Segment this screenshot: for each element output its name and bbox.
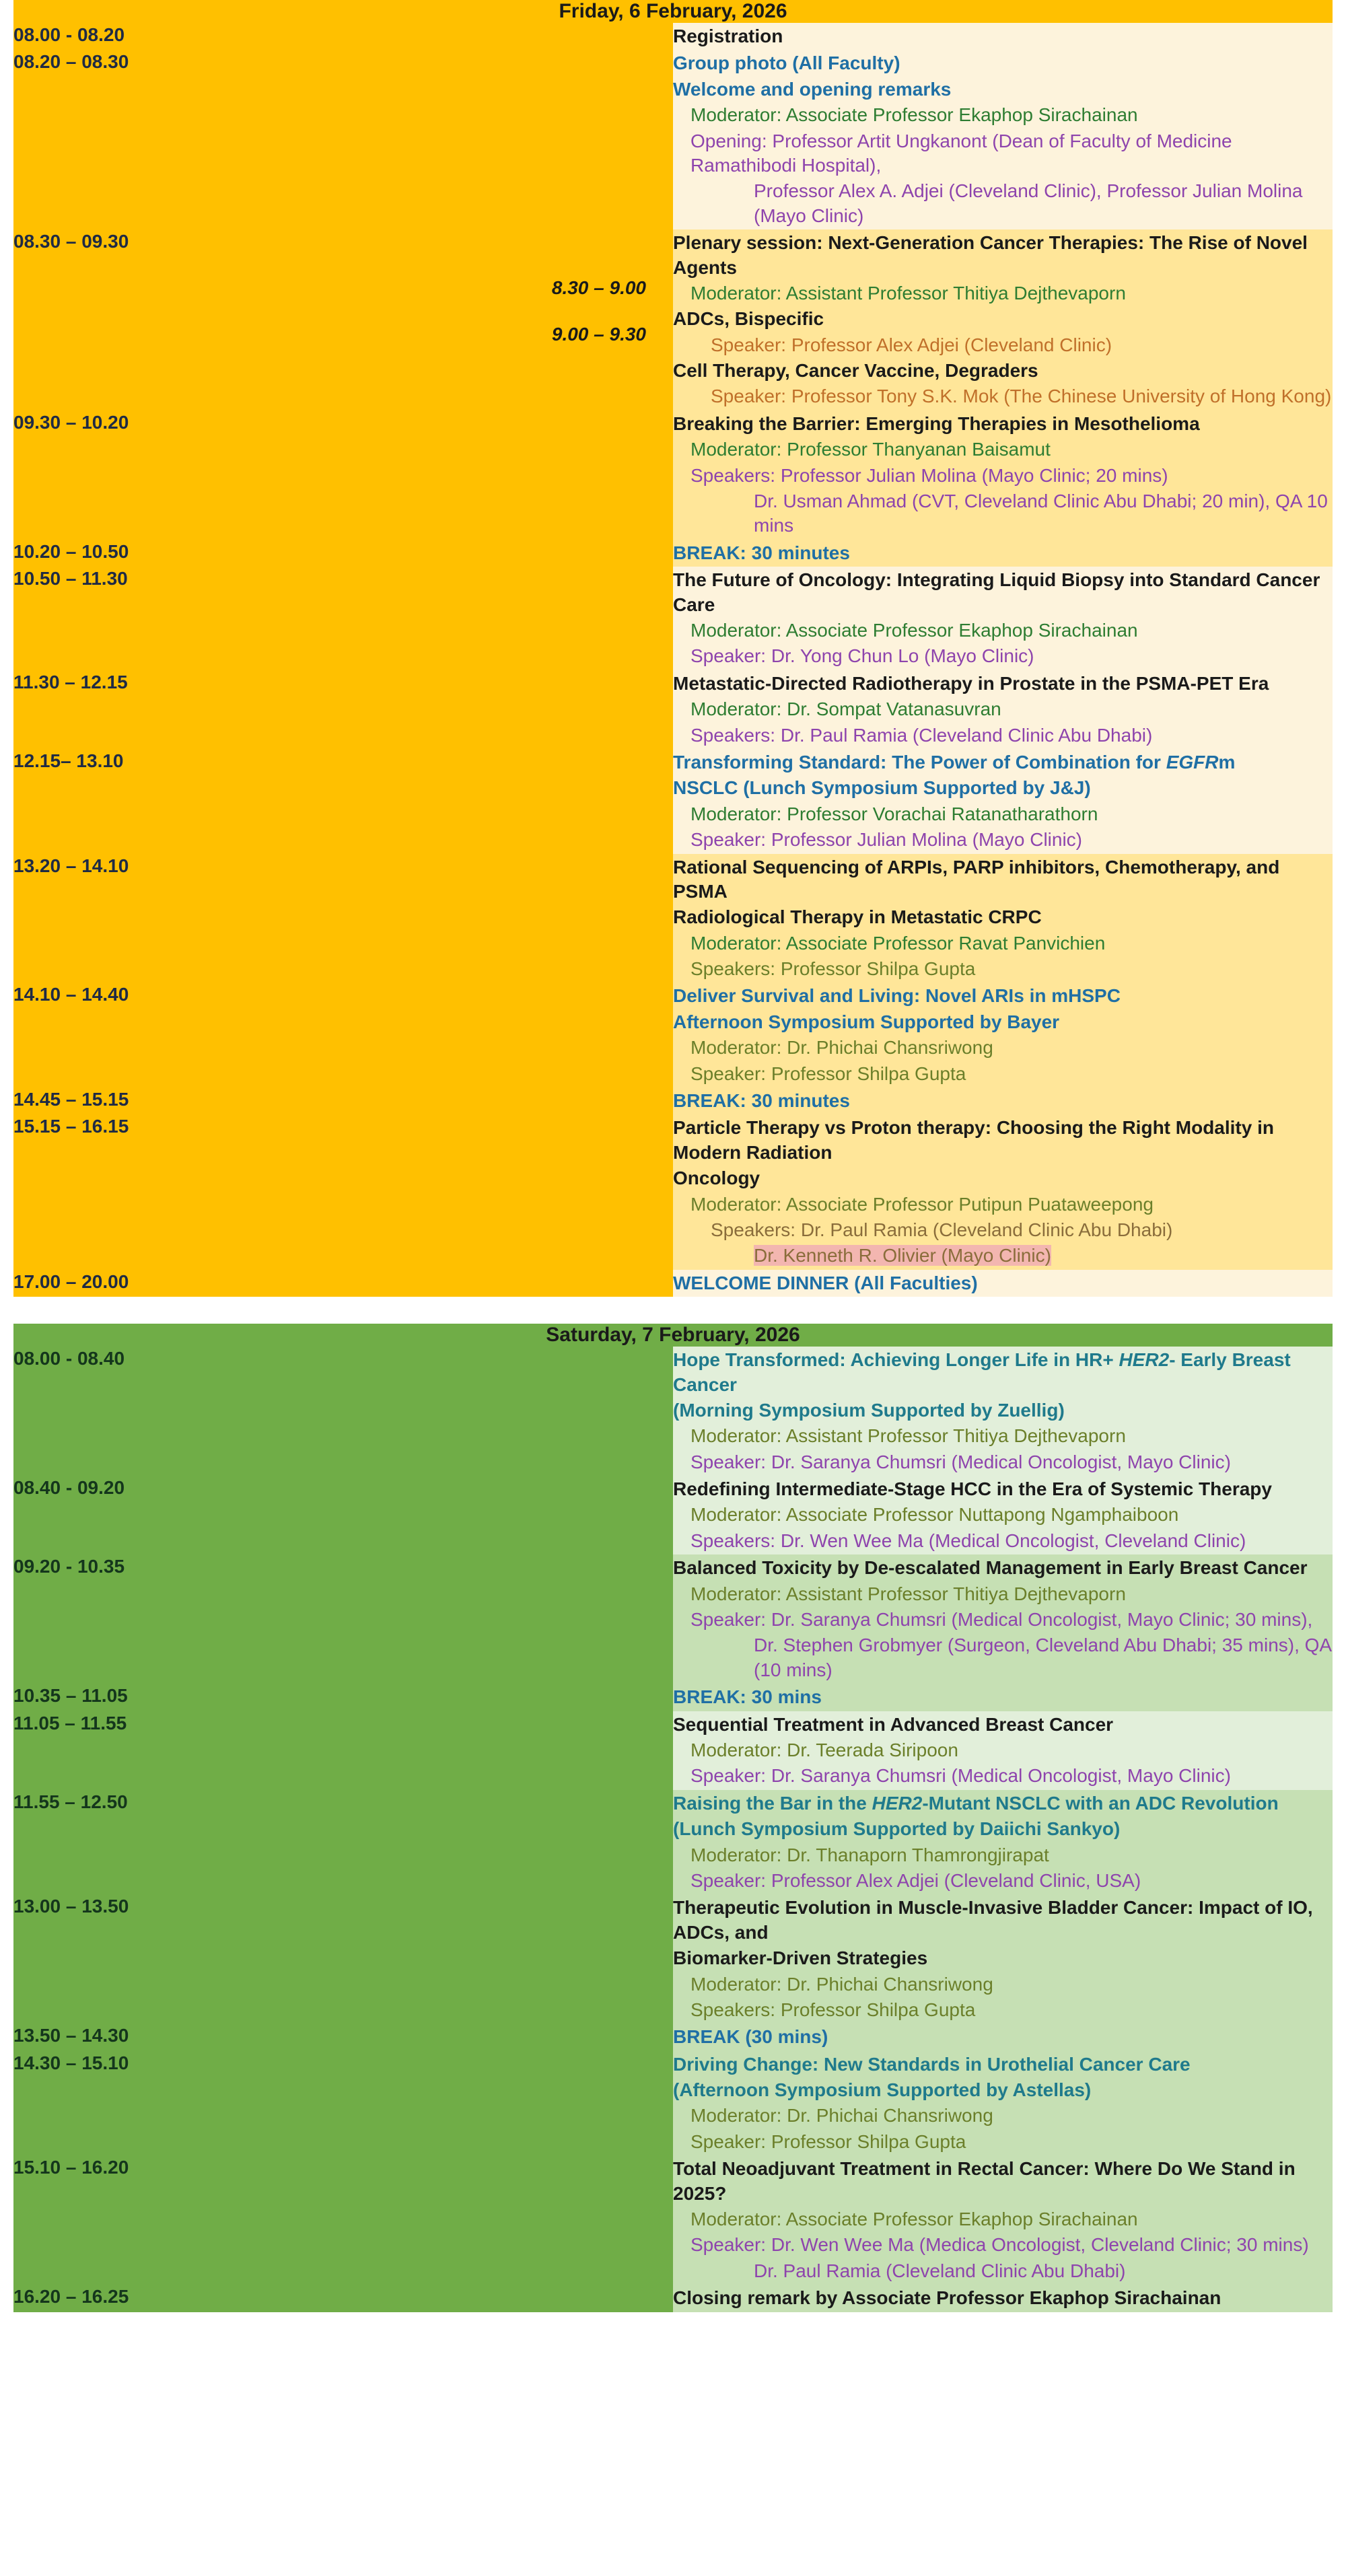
- session-line: (Afternoon Symposium Supported by Astellas): [673, 2079, 1092, 2101]
- session-line: Speaker: Dr. Saranya Chumsri (Medical Oncologist, Mayo Clinic; 30 mins),: [690, 1609, 1313, 1631]
- agenda-row: [13, 1894, 1333, 2024]
- session-line: Moderator: Professor Thanyanan Baisamut: [690, 439, 1051, 460]
- session-content: [673, 1711, 1333, 1790]
- session-line: Opening: Professor Artit Ungkanont (Dean of Faculty of Medicine Ramathibodi Hospital),: [690, 130, 1232, 176]
- session-line: Moderator: Associate Professor Putipun Puataweepong: [690, 1193, 1154, 1215]
- day-table-friday: [13, 0, 1333, 1297]
- session-time: 10.50 – 11.30: [13, 567, 673, 670]
- session-time: 09.30 – 10.20: [13, 410, 673, 540]
- session-line: Closing remark by Associate Professor Ekaphop Sirachainan: [673, 2287, 1221, 2309]
- day-header: Friday, 6 February, 2026: [13, 0, 1333, 23]
- session-time: 13.50 – 14.30: [13, 2024, 673, 2050]
- agenda-row: [13, 670, 1333, 749]
- session-line: Moderator: Associate Professor Ravat Panvichien: [690, 932, 1106, 954]
- agenda-row: [13, 1347, 1333, 1476]
- session-line: BREAK: 30 mins: [673, 1686, 822, 1708]
- session-subtime: 8.30 – 9.00: [551, 277, 646, 299]
- session-time: 10.35 – 11.05: [13, 1684, 673, 1711]
- agenda-row: [13, 854, 1333, 983]
- session-line: Speakers: Dr. Wen Wee Ma (Medical Oncologist, Cleveland Clinic): [690, 1530, 1246, 1551]
- session-line: Speaker: Dr. Saranya Chumsri (Medical Oncologist, Mayo Clinic): [690, 1451, 1231, 1472]
- session-content: [673, 1894, 1333, 2024]
- session-line: Balanced Toxicity by De-escalated Management in Early Breast Cancer: [673, 1557, 1308, 1579]
- session-line: WELCOME DINNER (All Faculties): [673, 1272, 978, 1293]
- agenda-row: [13, 1711, 1333, 1790]
- session-line: Registration: [673, 26, 783, 46]
- agenda-row: [13, 1476, 1333, 1554]
- agenda-row: [13, 540, 1333, 567]
- session-content: [673, 2024, 1333, 2050]
- agenda-row: [13, 23, 1333, 50]
- session-line: Raising the Bar in the HER2-Mutant NSCLC with an ADC Revolution: [673, 1792, 1279, 1814]
- session-content: [673, 2285, 1333, 2312]
- session-content: [673, 854, 1333, 983]
- session-time: 16.20 – 16.25: [13, 2285, 673, 2312]
- session-line: Moderator: Professor Vorachai Ratanatharathorn: [690, 803, 1098, 824]
- session-line: Metastatic-Directed Radiotherapy in Prostate in the PSMA-PET Era: [673, 672, 1269, 694]
- session-content: [673, 1270, 1333, 1297]
- agenda-row: [13, 749, 1333, 854]
- session-content: [673, 540, 1333, 567]
- agenda-row: [13, 1087, 1333, 1114]
- session-line: BREAK (30 mins): [673, 2026, 828, 2048]
- session-line: Dr. Paul Ramia (Cleveland Clinic Abu Dhabi): [754, 2260, 1126, 2281]
- session-content: [673, 1347, 1333, 1476]
- session-line: Speaker: Professor Tony S.K. Mok (The Chinese University of Hong Kong): [711, 386, 1332, 407]
- agenda-row: [13, 1554, 1333, 1684]
- session-content: [673, 567, 1333, 670]
- day-table-saturday: [13, 1324, 1333, 2312]
- session-line: Redefining Intermediate-Stage HCC in the Era of Systemic Therapy: [673, 1478, 1272, 1500]
- agenda-row: [13, 410, 1333, 540]
- agenda-row: [13, 1114, 1333, 1269]
- session-content: [673, 670, 1333, 749]
- session-line: Speaker: Dr. Yong Chun Lo (Mayo Clinic): [690, 645, 1034, 667]
- session-line: Moderator: Dr. Phichai Chansriwong: [690, 1973, 993, 1995]
- session-line: Speakers: Professor Julian Molina (Mayo Clinic; 20 mins): [690, 464, 1168, 486]
- session-time: 14.45 – 15.15: [13, 1087, 673, 1114]
- session-line: BREAK: 30 minutes: [673, 542, 850, 563]
- agenda-row: [13, 2155, 1333, 2285]
- session-time: 09.20 - 10.35: [13, 1554, 673, 1684]
- session-content: [673, 23, 1333, 50]
- session-line: BREAK: 30 minutes: [673, 1090, 850, 1112]
- session-line: ADCs, Bispecific: [673, 308, 824, 330]
- agenda-row: [13, 1270, 1333, 1297]
- session-line: Speaker: Dr. Saranya Chumsri (Medical Oncologist, Mayo Clinic): [690, 1765, 1231, 1787]
- agenda-row: [13, 1684, 1333, 1711]
- session-line: Radiological Therapy in Metastatic CRPC: [673, 906, 1042, 928]
- agenda-row: [13, 2051, 1333, 2156]
- session-time: 08.00 - 08.20: [13, 23, 673, 50]
- session-line: Speakers: Dr. Paul Ramia (Cleveland Clinic Abu Dhabi): [690, 724, 1153, 746]
- session-line: Moderator: Dr. Sompat Vatanasuvran: [690, 699, 1001, 720]
- agenda-row: [13, 1790, 1333, 1895]
- session-line: Dr. Kenneth R. Olivier (Mayo Clinic): [754, 1245, 1051, 1266]
- session-line: Breaking the Barrier: Emerging Therapies in Mesothelioma: [673, 413, 1200, 434]
- session-line: Hope Transformed: Achieving Longer Life in HR+ HER2- Early Breast Cancer: [673, 1349, 1291, 1395]
- session-line: Oncology: [673, 1168, 760, 1189]
- session-line: Speaker: Dr. Wen Wee Ma (Medica Oncologist, Cleveland Clinic; 30 mins): [690, 2234, 1309, 2256]
- session-line: Group photo (All Faculty): [673, 52, 900, 74]
- session-line: Dr. Usman Ahmad (CVT, Cleveland Clinic Abu Dhabi; 20 min), QA 10 mins: [754, 491, 1328, 536]
- session-line: Particle Therapy vs Proton therapy: Choosing the Right Modality in Modern Radiation: [673, 1117, 1274, 1163]
- session-time: 08.20 – 08.30: [13, 50, 673, 229]
- agenda-row: [13, 2024, 1333, 2050]
- session-line: Moderator: Dr. Phichai Chansriwong: [690, 1037, 993, 1059]
- session-time: 11.55 – 12.50: [13, 1790, 673, 1895]
- session-time: 15.15 – 16.15: [13, 1114, 673, 1269]
- session-line: Speaker: Professor Shilpa Gupta: [690, 2131, 966, 2152]
- session-line: The Future of Oncology: Integrating Liquid Biopsy into Standard Cancer Care: [673, 569, 1320, 615]
- session-line: Moderator: Associate Professor Nuttapong Ngamphaiboon: [690, 1504, 1179, 1526]
- agenda-row: [13, 50, 1333, 229]
- session-time: 10.20 – 10.50: [13, 540, 673, 567]
- session-line: Transforming Standard: The Power of Combination for EGFRm: [673, 751, 1236, 773]
- session-time: 08.00 - 08.40: [13, 1347, 673, 1476]
- agenda-row: [13, 567, 1333, 670]
- session-time: 08.40 - 09.20: [13, 1476, 673, 1554]
- agenda-row: [13, 2285, 1333, 2312]
- session-content: [673, 1087, 1333, 1114]
- session-content: [673, 410, 1333, 540]
- session-content: [673, 1476, 1333, 1554]
- session-line: Moderator: Dr. Thanaporn Thamrongjirapat: [690, 1844, 1049, 1865]
- session-line: Rational Sequencing of ARPIs, PARP inhibitors, Chemotherapy, and PSMA: [673, 856, 1280, 902]
- session-line: Biomarker-Driven Strategies: [673, 1947, 928, 1969]
- session-line: Afternoon Symposium Supported by Bayer: [673, 1011, 1060, 1032]
- session-content: [673, 1114, 1333, 1269]
- session-content: [673, 229, 1333, 410]
- session-line: Moderator: Associate Professor Ekaphop Sirachainan: [690, 619, 1138, 641]
- session-line: Plenary session: Next-Generation Cancer Therapies: The Rise of Novel Agents: [673, 232, 1308, 278]
- session-line: Speaker: Professor Alex Adjei (Cleveland Clinic, USA): [690, 1869, 1141, 1891]
- session-line: Professor Alex A. Adjei (Cleveland Clinic), Professor Julian Molina (Mayo Clinic): [754, 180, 1303, 226]
- session-line: Driving Change: New Standards in Urothelial Cancer Care: [673, 2053, 1191, 2075]
- session-time: 11.30 – 12.15: [13, 670, 673, 749]
- session-line: Moderator: Assistant Professor Thitiya Dejthevaporn: [690, 1583, 1126, 1604]
- session-line: Deliver Survival and Living: Novel ARIs in mHSPC: [673, 985, 1121, 1007]
- session-line: Therapeutic Evolution in Muscle-Invasive Bladder Cancer: Impact of IO, ADCs, and: [673, 1897, 1313, 1943]
- session-time: 17.00 – 20.00: [13, 1270, 673, 1297]
- session-line: Speaker: Professor Julian Molina (Mayo Clinic): [690, 829, 1082, 851]
- session-line: Moderator: Assistant Professor Thitiya Dejthevaporn: [690, 1425, 1126, 1447]
- session-time: 14.10 – 14.40: [13, 982, 673, 1087]
- session-line: Speaker: Professor Shilpa Gupta: [690, 1063, 966, 1084]
- session-line: Speakers: Professor Shilpa Gupta: [690, 1999, 976, 2020]
- session-line: Welcome and opening remarks: [673, 78, 952, 100]
- session-line: Moderator: Dr. Phichai Chansriwong: [690, 2105, 993, 2126]
- session-content: [673, 1684, 1333, 1711]
- session-content: [673, 1554, 1333, 1684]
- session-line: (Morning Symposium Supported by Zuellig): [673, 1399, 1065, 1421]
- session-line: Sequential Treatment in Advanced Breast Cancer: [673, 1713, 1114, 1735]
- session-line: Speaker: Professor Alex Adjei (Cleveland Clinic): [711, 334, 1112, 355]
- agenda-row: [13, 982, 1333, 1087]
- session-line: Moderator: Associate Professor Ekaphop Sirachainan: [690, 2209, 1138, 2230]
- session-time: 08.30 – 09.30 8.30 – 9.00 9.00 – 9.30: [13, 229, 673, 410]
- session-content: [673, 2051, 1333, 2156]
- session-content: [673, 50, 1333, 229]
- session-time: 13.20 – 14.10: [13, 854, 673, 983]
- session-time: 15.10 – 16.20: [13, 2155, 673, 2285]
- session-line: Moderator: Associate Professor Ekaphop Sirachainan: [690, 104, 1138, 126]
- session-content: [673, 982, 1333, 1087]
- session-line: (Lunch Symposium Supported by Daiichi Sankyo): [673, 1818, 1121, 1840]
- session-time: 12.15– 13.10: [13, 749, 673, 854]
- session-line: Dr. Stephen Grobmyer (Surgeon, Cleveland Abu Dhabi; 35 mins), QA (10 mins): [754, 1635, 1331, 1680]
- day-header: Saturday, 7 February, 2026: [13, 1324, 1333, 1347]
- session-line: Moderator: Assistant Professor Thitiya Dejthevaporn: [690, 282, 1126, 303]
- session-time: 13.00 – 13.50: [13, 1894, 673, 2024]
- session-line: Cell Therapy, Cancer Vaccine, Degraders: [673, 360, 1038, 382]
- session-subtime: 9.00 – 9.30: [551, 324, 646, 345]
- session-line: Speakers: Professor Shilpa Gupta: [690, 958, 976, 980]
- session-line: NSCLC (Lunch Symposium Supported by J&J): [673, 777, 1091, 799]
- session-time: 11.05 – 11.55: [13, 1711, 673, 1790]
- session-line: Speakers: Dr. Paul Ramia (Cleveland Clinic Abu Dhabi): [711, 1219, 1173, 1240]
- session-line: Total Neoadjuvant Treatment in Rectal Cancer: Where Do We Stand in 2025?: [673, 2158, 1296, 2204]
- session-content: [673, 2155, 1333, 2285]
- session-content: [673, 749, 1333, 854]
- session-line: Moderator: Dr. Teerada Siripoon: [690, 1740, 958, 1760]
- session-time: 14.30 – 15.10: [13, 2051, 673, 2156]
- session-content: [673, 1790, 1333, 1895]
- agenda-row: [13, 229, 1333, 410]
